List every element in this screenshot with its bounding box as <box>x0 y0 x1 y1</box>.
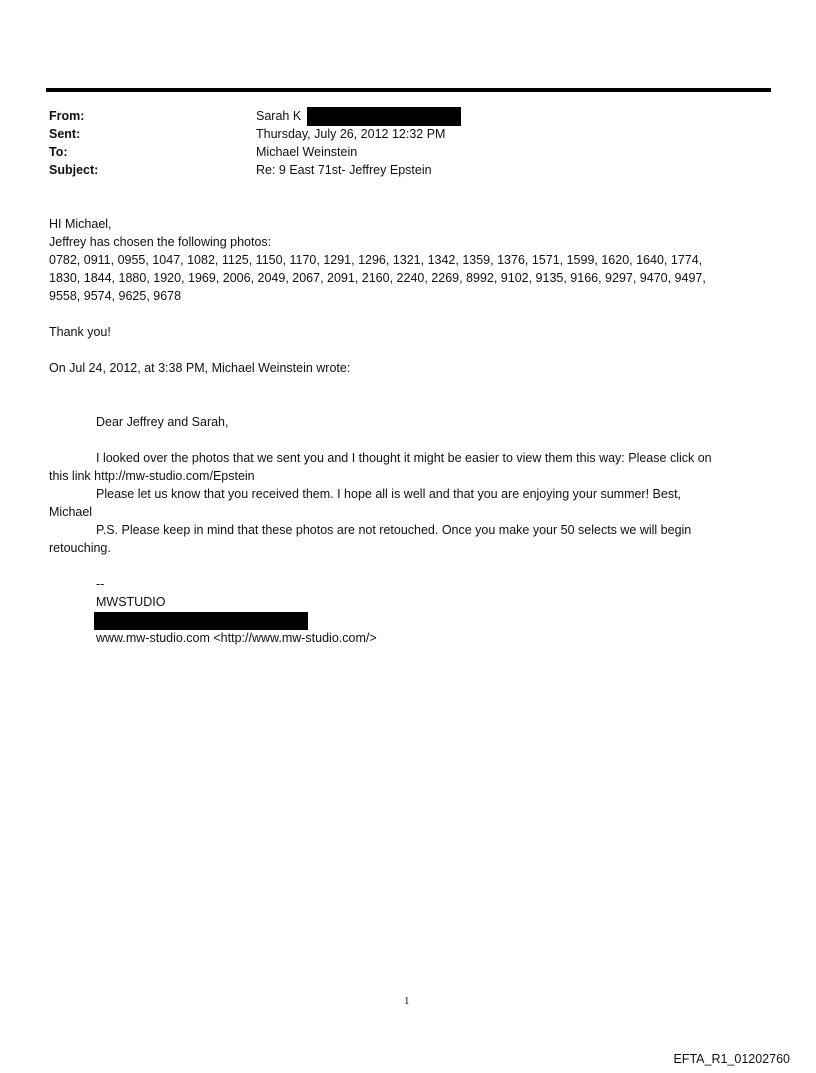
to-value: Michael Weinstein <box>256 145 358 159</box>
para3-line1: P.S. Please keep in mind that these photos are not retouched. Once you make your 50 selects we will begin <box>96 523 692 537</box>
from-label: From: <box>49 109 85 123</box>
redaction-box <box>94 612 308 630</box>
redaction-box <box>307 107 461 126</box>
salutation-text: Dear Jeffrey and Sarah, <box>96 415 229 429</box>
quoted-para1-first <box>96 449 776 467</box>
para2-line1: Please let us know that you received them. I hope all is well and that you are enjoying your summer! Best, <box>96 487 682 501</box>
para1-line1: I looked over the photos that we sent you and I thought it might be easier to view them this way: Please click on <box>96 451 712 465</box>
quoted-salutation <box>96 413 776 431</box>
page-number: 1 <box>404 995 410 1007</box>
photo-list-line: 9558, 9574, 9625, 9678 <box>49 289 182 303</box>
photo-list-line: 1830, 1844, 1880, 1920, 1969, 2006, 2049, 2067, 2091, 2160, 2240, 2269, 8992, 9102, 9135, 9166, 9297, 9470, 9497, <box>49 271 706 285</box>
from-name: Sarah K <box>256 109 302 123</box>
sent-label: Sent: <box>49 127 81 141</box>
signature-website: www.mw-studio.com <http://www.mw-studio.com/> <box>96 631 377 645</box>
document-id: EFTA_R1_01202760 <box>673 1052 790 1066</box>
quoted-para1-second <box>49 467 774 485</box>
subject-label: Subject: <box>49 163 99 177</box>
photo-list-line: 0782, 0911, 0955, 1047, 1082, 1125, 1150, 1170, 1291, 1296, 1321, 1342, 1359, 1376, 1571, 1599, 1620, 1640, 1774, <box>49 253 703 267</box>
quoted-para2-second <box>49 503 774 521</box>
from-value <box>256 107 461 126</box>
para3-line2: retouching. <box>49 541 111 555</box>
quote-header <box>49 359 774 377</box>
thanks-text: Thank you! <box>49 325 111 339</box>
quoted-para3-first <box>96 521 776 539</box>
to-label: To: <box>49 145 68 159</box>
thanks-line <box>49 323 774 341</box>
sent-value: Thursday, July 26, 2012 12:32 PM <box>256 127 446 141</box>
quoted-para2-first <box>96 485 776 503</box>
quoted-para3-second <box>49 539 774 557</box>
quote-header-text: On Jul 24, 2012, at 3:38 PM, Michael Weinstein wrote: <box>49 361 351 375</box>
greeting: HI Michael, <box>49 217 112 231</box>
reply-body <box>49 215 774 305</box>
signature-redacted-line <box>96 611 776 629</box>
subject-value: Re: 9 East 71st- Jeffrey Epstein <box>256 163 432 177</box>
signature-dashes: -- <box>96 577 105 591</box>
signature <box>96 575 776 647</box>
para1-line2: this link http://mw-studio.com/Epstein <box>49 469 255 483</box>
intro-line: Jeffrey has chosen the following photos: <box>49 235 272 249</box>
header-rule <box>46 88 771 92</box>
signature-name: MWSTUDIO <box>96 595 166 609</box>
para2-line2: Michael <box>49 505 93 519</box>
